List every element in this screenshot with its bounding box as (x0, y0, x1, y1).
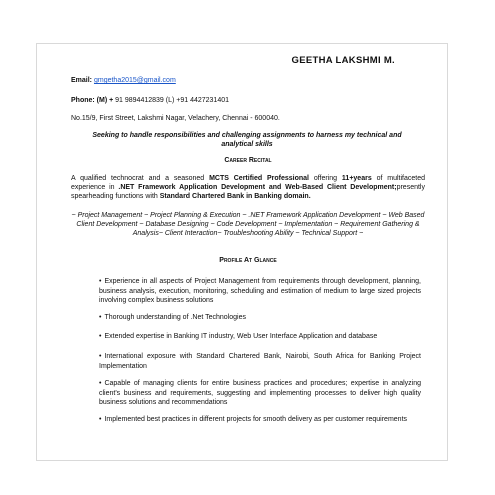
bullet-text: Extended expertise in Banking IT industry, Web User Interface Application and database (104, 333, 378, 340)
bullet-icon: • (99, 333, 102, 340)
career-recital-heading: Career Recital (224, 157, 272, 164)
bullet-text: Capable of managing clients for entire business practices and procedures; expertise in analyzing client's business and requirements, suggesting and implementing processes to deliver high quality business solutions and recommendations (99, 380, 421, 406)
email-label: Email: (71, 77, 93, 84)
email-line (71, 76, 425, 85)
bullet-icon: • (99, 314, 102, 321)
career-text: A qualified technocrat and a seasoned (71, 175, 210, 182)
candidate-name: GEETHA LAKSHMI M. (291, 55, 395, 66)
address-line: No.15/9, First Street, Lakshmi Nagar, Velachery, Chennai - 600040. (71, 115, 280, 122)
bullet-text: Implemented best practices in different projects for smooth delivery as per customer requirements (104, 416, 408, 423)
bullet-icon: • (99, 380, 102, 387)
phone-label: Phone: (M) + (71, 97, 114, 104)
profile-bullet (99, 332, 421, 342)
profile-bullet (99, 313, 421, 323)
profile-bullet (99, 379, 421, 408)
bullet-text: International exposure with Standard Chartered Bank, Nairobi, South Africa for Banking Project Implementation (99, 353, 421, 370)
profile-bullet (99, 415, 421, 425)
experience-years: 11+years (341, 175, 372, 182)
career-text: of multifaceted experience in (71, 175, 425, 191)
career-text: offering (309, 175, 342, 182)
career-text: presently spearheading functions with (71, 184, 425, 200)
career-specialization: .NET Framework Application Development and Web-Based Client Development; (118, 184, 397, 191)
profile-bullet (99, 277, 421, 306)
profile-heading: Profile At Glance (219, 257, 277, 264)
phone-line (71, 96, 425, 105)
skills-summary: ~ Project Management ~ Project Planning & Execution ~ .NET Framework Application Development ~ Web Based Client Development ~ Database Designing ~ Code Development ~ Implementation ~ Requirement Gathering & Analysis~ Client Interaction~ Troubleshooting Ability ~ Technical Support ~ (71, 212, 425, 237)
career-summary (71, 174, 425, 201)
bullet-text: Thorough understanding of .Net Technologies (104, 314, 246, 321)
phone-value: 91 9894412839 (L) +91 4427231401 (113, 97, 230, 104)
bullet-icon: • (99, 416, 102, 423)
certification-text: MCTS Certified Professional (209, 175, 309, 182)
objective-statement: Seeking to handle responsibilities and challenging assignments to harness my technical and analytical skills (92, 132, 402, 148)
profile-bullet (99, 352, 421, 371)
current-employer: Standard Chartered Bank in Banking domain. (159, 193, 311, 200)
bullet-text: Experience in all aspects of Project Management from requirements through development, planning, business analysis, execution, monitoring, scheduling and estimation of medium to large sized projects involving complex business solutions (99, 278, 421, 304)
bullet-icon: • (99, 353, 102, 360)
resume-page (36, 43, 448, 461)
bullet-icon: • (99, 278, 102, 285)
email-link[interactable]: gmgetha2015@gmail.com (93, 77, 176, 84)
